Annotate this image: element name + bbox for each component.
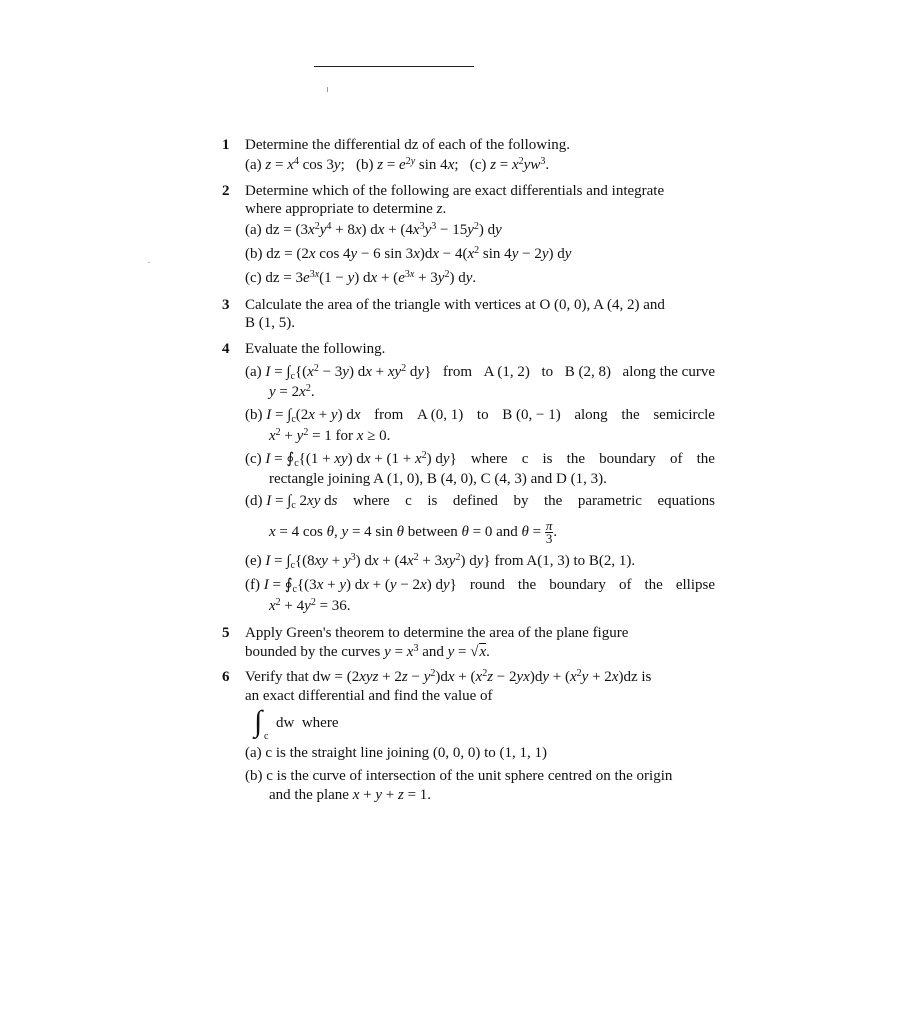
question-4-part-b-line-1: (b) $I = \int_c(2x + y)$ dx from A (0, 1) to B (0, − 1) along the semicircle: [245, 407, 715, 425]
question-2-part-b: (b) dz = (2x cos 4y − 6 $\sin 3x)dx - 4(x^2$ sin 4y − 2y) dy: [245, 245, 572, 262]
question-4-part-f-line-1: (f) $I = ∮_c\{(3x + y)$ dx + (y − 2x) dy} round the boundary of the ellipse: [245, 577, 715, 595]
question-2-stem-line-2: where appropriate to determine z.: [245, 201, 447, 217]
question-6-part-a: (a) c is the straight line joining (0, 0, 0) to (1, 1, 1): [245, 745, 548, 761]
page-mark: [327, 87, 328, 92]
question-4-part-f-line-2: $x^2 + 4y^2 = 36$.: [269, 597, 351, 614]
question-3-stem-line-1: Calculate the area of the triangle with vertices at O (0, 0), A (4, 2) and: [245, 297, 665, 313]
question-2-stem-line-1: Determine which of the following are exact differentials and integrate: [245, 183, 665, 199]
question-4-part-c-line-2: rectangle joining A (1, 0), B (4, 0), C (4, 3) and D (1, 3).: [269, 471, 607, 487]
question-1-stem: Determine the differential dz of each of the following.: [245, 137, 571, 153]
margin-mark: [148, 262, 150, 263]
question-2-part-c: (c) dz = $3e^{3x}(1 - y)$ dx + $(e^{3x} + 3y^2)$ dy.: [245, 269, 477, 286]
header-rule: [314, 66, 474, 67]
question-number: 3: [222, 297, 230, 313]
question-2-part-a: (a) dz = $(3x^2y^4 + 8x)$ dx + $(4x^3y^3 - 15y^2)$ dy: [245, 221, 502, 238]
question-1-parts: (a) $z = x^4$ cos 3y; (b) $z = e^{2y}$ sin 4x; (c) $z = x^2yw^3$.: [245, 156, 550, 173]
question-4-part-b-line-2: $x^2 + y^2 = 1$ for x ≥ 0.: [269, 427, 391, 444]
question-6-integral-text: dw where: [276, 715, 339, 731]
question-6-stem-line-2: an exact differential and find the value of: [245, 688, 493, 704]
question-4-part-a-line-1: (a) $I = \int_c\{(x^2 - 3y)$ dx + $xy^2$ dy} from A (1, 2) to B (2, 8) along the curve: [245, 363, 715, 382]
question-5-stem-line-1: Apply Green's theorem to determine the area of the plane figure: [245, 625, 629, 641]
question-6-part-b-line-2: and the plane x + y + z = 1.: [269, 787, 432, 803]
question-number: 6: [222, 669, 230, 685]
question-6-stem-line-1: Verify that dw = $(2xyz + 2z - y^2)dx + (x^2z - 2yx)dy + (x^2y + 2x)dz$ is: [245, 668, 652, 685]
question-4-part-d-line-1: (d) $I = \int_c$ 2xy ds where c is defined by the parametric equations: [245, 493, 715, 511]
question-number: 5: [222, 625, 230, 641]
question-number: 1: [222, 137, 230, 153]
question-5-stem-line-2: bounded by the curves $y = x^3$ and y = √x.: [245, 643, 490, 660]
integral-subscript: c: [264, 731, 269, 742]
question-number: 2: [222, 183, 230, 199]
pi-over-3: $\frac{\pi}{3}$: [545, 518, 553, 546]
question-6-part-b-line-1: (b) c is the curve of intersection of the unit sphere centred on the origin: [245, 768, 673, 784]
question-4-part-a-line-2: $y = 2x^2$.: [269, 383, 315, 400]
question-4-part-e: (e) $I = \int_c\{(8xy + y^3)$ dx + $(4x^2 + 3xy^2)$ dy} from A(1, 3) to B(2, 1).: [245, 552, 636, 571]
question-4-part-c-line-1: (c) $I = ∮_c\{(1 + xy)$ dx + $(1 + x^2)$ dy} where c is the boundary of the: [245, 450, 715, 469]
question-4-stem: Evaluate the following.: [245, 341, 386, 357]
question-3-stem-line-2: B (1, 5).: [245, 315, 295, 331]
integral-sign: ∫: [254, 705, 263, 738]
question-4-part-d-line-2: x = 4 cos θ, y = 4 sin θ between θ = 0 and θ = $\frac{\pi}{3}$ .: [269, 518, 558, 546]
question-number: 4: [222, 341, 230, 357]
